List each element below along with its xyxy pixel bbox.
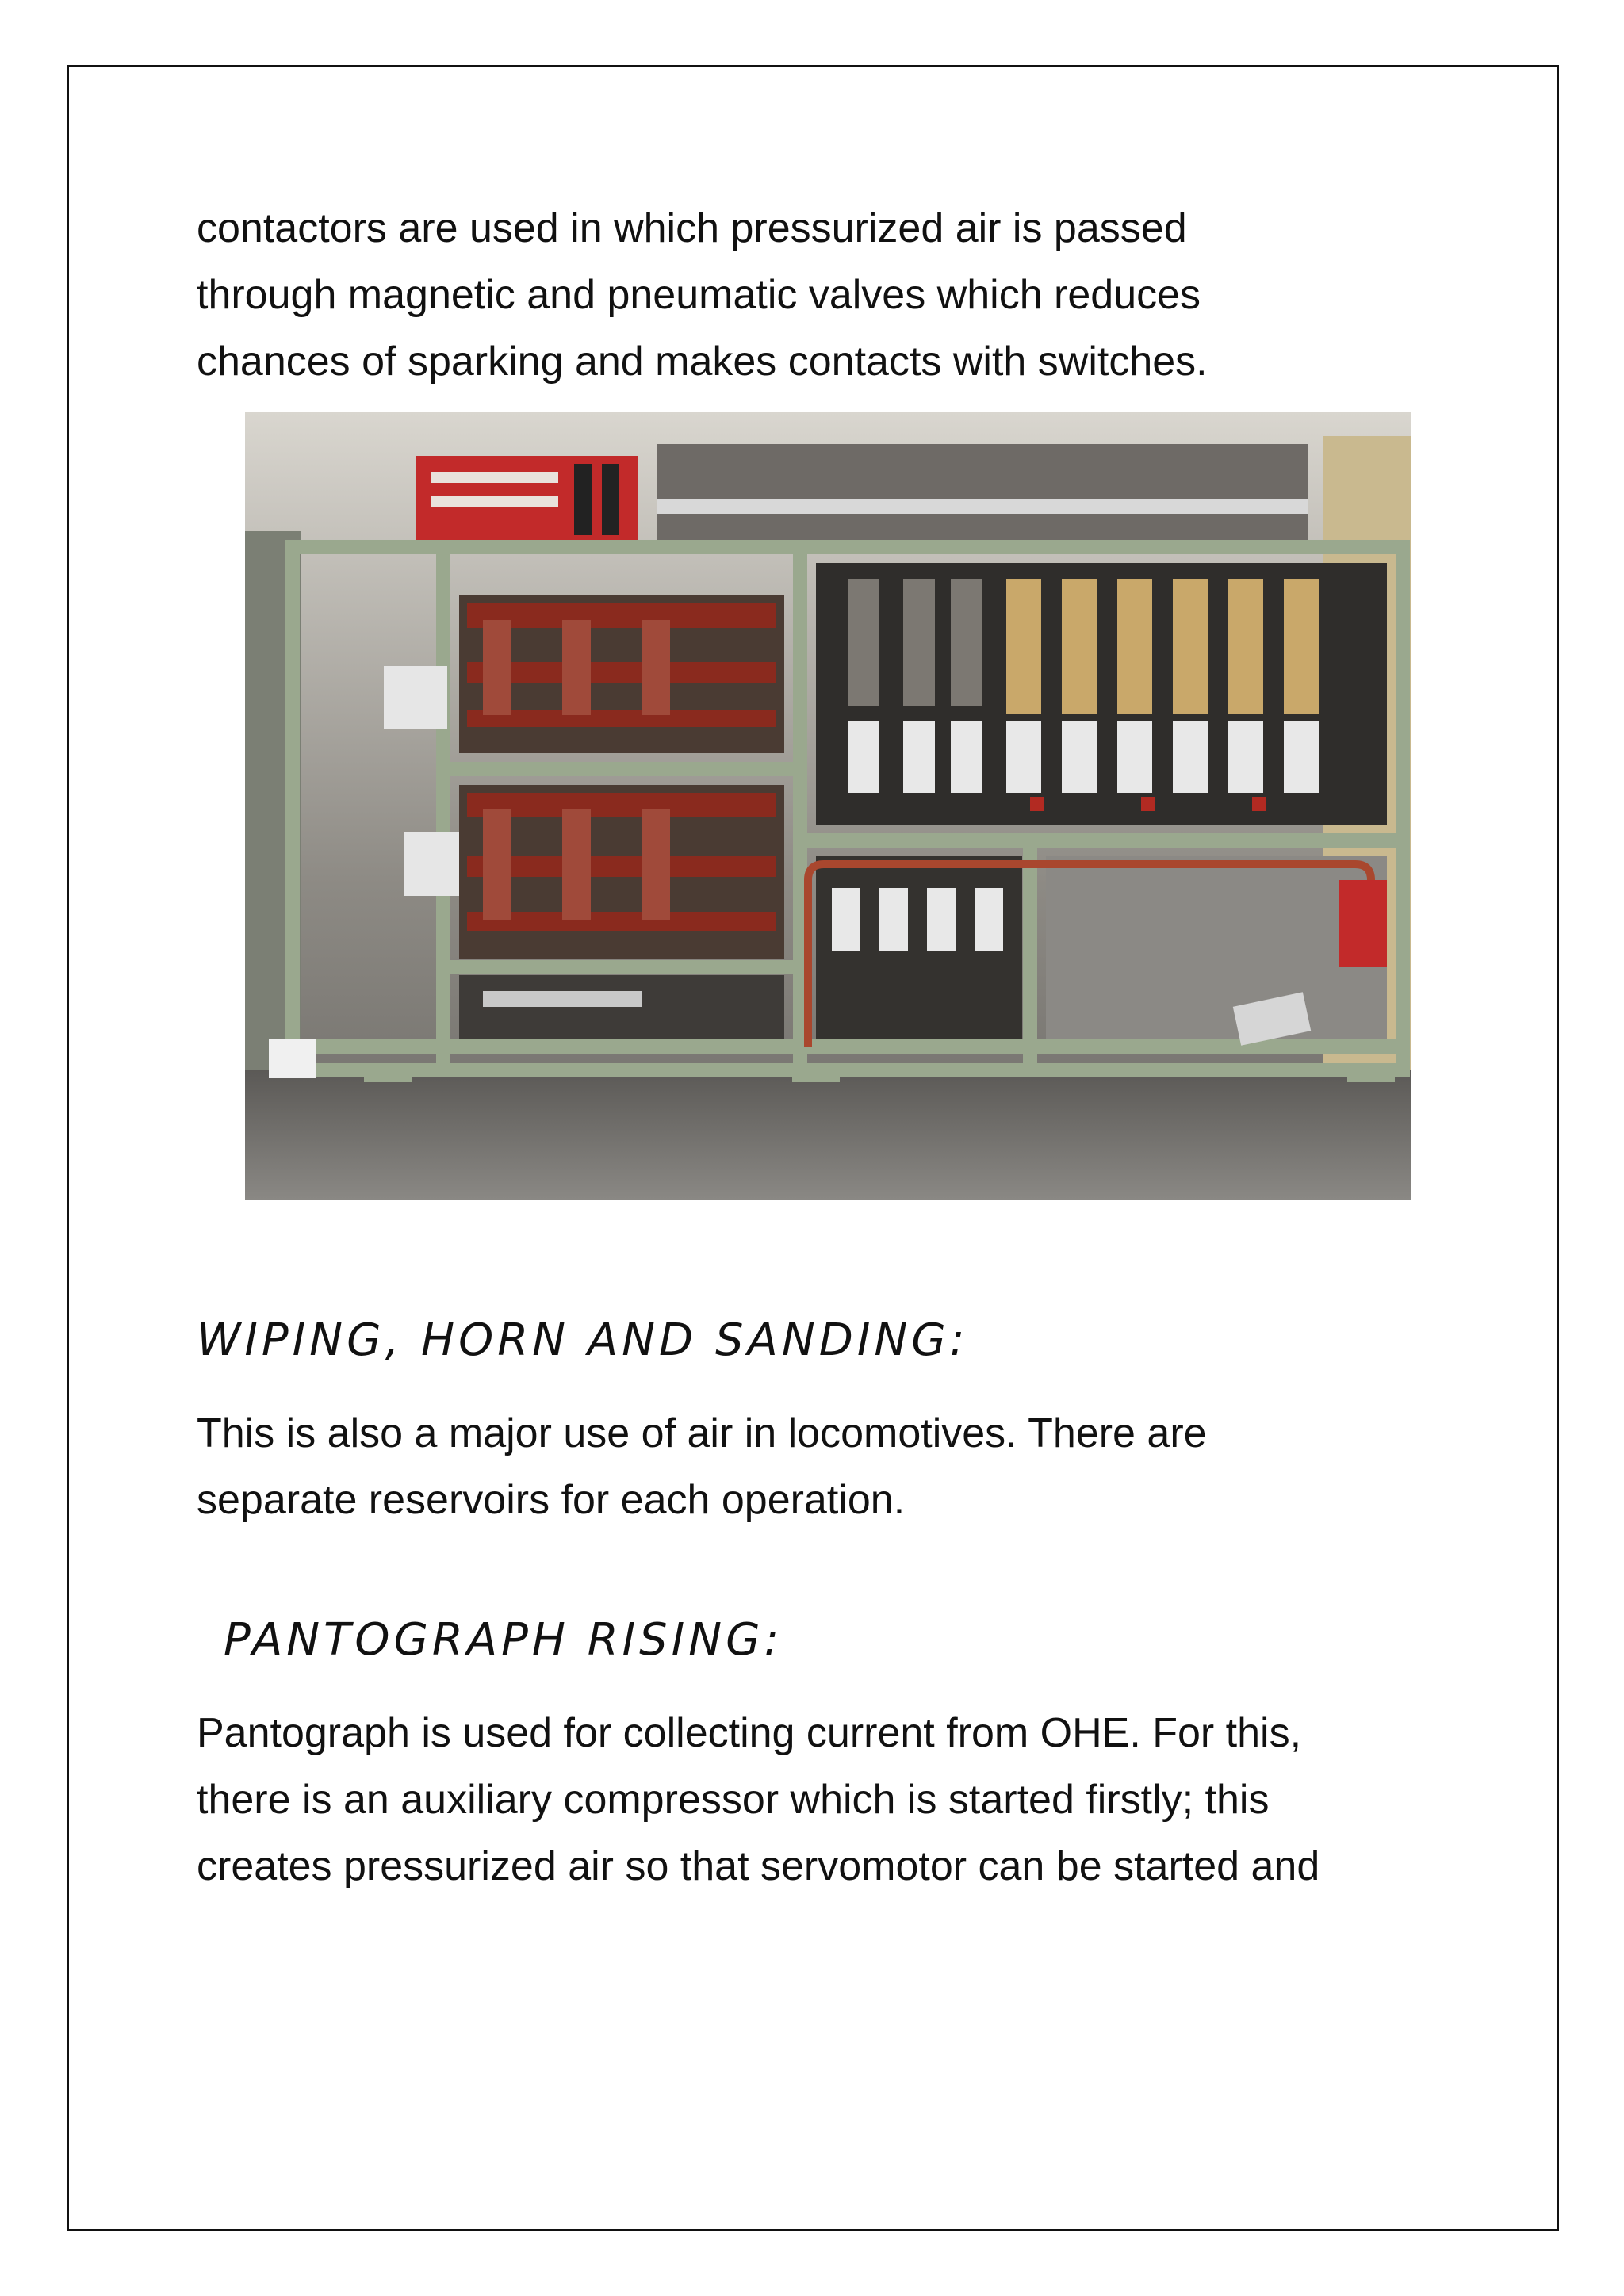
text-line: creates pressurized air so that servomotor can be started and <box>197 1843 1320 1889</box>
pantograph-paragraph <box>197 1700 1320 1900</box>
contactor-panel-illustration <box>245 412 1411 1200</box>
text-line: separate reservoirs for each operation. <box>197 1477 906 1523</box>
text-line: This is also a major use of air in locomotives. There are <box>197 1410 1207 1456</box>
section-heading-pantograph: PANTOGRAPH RISING: <box>224 1614 783 1666</box>
text-line: chances of sparking and makes contacts with switches. <box>197 339 1208 385</box>
section-heading-wiping: WIPING, HORN AND SANDING: <box>197 1314 969 1366</box>
intro-paragraph <box>197 195 1208 395</box>
text-line: contactors are used in which pressurized air is passed <box>197 205 1187 251</box>
text-line: there is an auxiliary compressor which is started firstly; this <box>197 1777 1270 1823</box>
wiping-paragraph <box>197 1400 1207 1533</box>
text-line: Pantograph is used for collecting current from OHE. For this, <box>197 1710 1302 1756</box>
text-line: through magnetic and pneumatic valves which reduces <box>197 272 1201 318</box>
contactor-panel-photo <box>245 412 1411 1200</box>
